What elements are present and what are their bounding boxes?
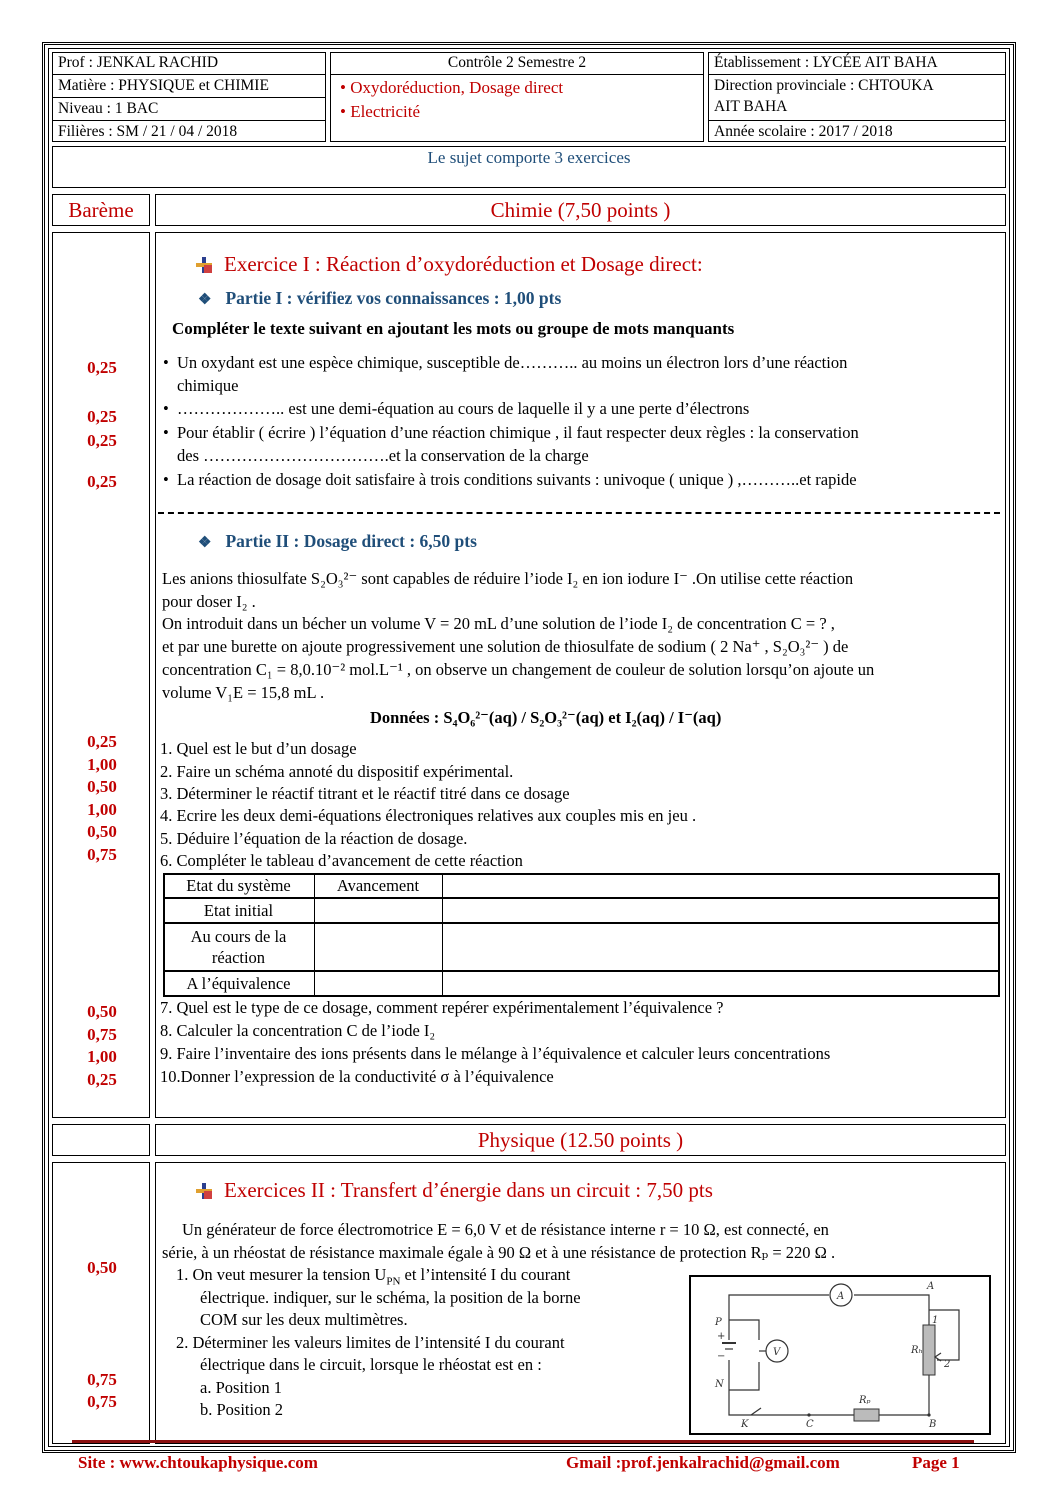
header-matiere: Matière : PHYSIQUE et CHIMIE: [58, 77, 269, 94]
points: 0,50: [87, 822, 117, 841]
paragraph-line: série, à un rhéostat de résistance maximale égale à 90 Ω et à une résistance de protection Rₚ = 220 Ω .: [162, 1243, 836, 1262]
diamond-bullet-icon: ❖: [198, 535, 212, 551]
header-niveau: Niveau : 1 BAC: [58, 100, 159, 117]
question: 2. Déterminer les valeurs limites de l’intensité I du courant: [176, 1333, 565, 1352]
position-2-label: 2: [944, 1359, 951, 1370]
points: 0,25: [87, 407, 117, 426]
paragraph-line: pour doser I₂ .: [162, 592, 256, 611]
points: 1,00: [87, 755, 117, 774]
partie-2-title: ❖ Partie II : Dosage direct : 6,50 pts: [198, 531, 477, 551]
header-topic-2: • Electricité: [340, 102, 421, 121]
donnees-line: Données : S₄O₆²⁻(aq) / S₂O₃²⁻(aq) et I₂(aq) / I⁻(aq): [370, 708, 722, 727]
exercise-2-title: Exercices II : Transfert d’énergie dans un circuit : 7,50 pts: [196, 1177, 713, 1203]
question: 1. Quel est le but d’un dosage: [160, 739, 357, 758]
footer-page-number: Page 1: [912, 1453, 960, 1472]
points: 0,25: [87, 1070, 117, 1089]
minus-terminal-label: −: [717, 1351, 726, 1362]
points: 0,75: [87, 1370, 117, 1389]
points: 0,50: [87, 777, 117, 796]
question-continuation: COM sur les deux multimètres.: [200, 1310, 408, 1329]
question: 9. Faire l’inventaire des ions présents dans le mélange à l’équivalence et calculer leurs concentrations: [160, 1044, 831, 1063]
question: 4. Ecrire les deux demi-équations électroniques relatives aux couples mis en jeu .: [160, 806, 697, 825]
rheostat-symbol: [923, 1325, 935, 1375]
points: 0,25: [87, 472, 117, 491]
points: 0,25: [87, 358, 117, 377]
node-c-label: C: [806, 1419, 814, 1430]
sub-question: b. Position 2: [200, 1400, 283, 1419]
footer-email[interactable]: Gmail :prof.jenkalrachid@gmail.com: [566, 1453, 840, 1472]
header-annee: Année scolaire : 2017 / 2018: [714, 123, 893, 140]
exercise-1-title: Exercice I : Réaction d’oxydoréduction et Dosage direct:: [196, 251, 703, 277]
list-item-continuation: des …………………………….et la conservation de la charge: [177, 446, 589, 465]
voltmeter-label: V: [773, 1347, 781, 1358]
bareme-label: Barème: [68, 198, 134, 222]
question-continuation: électrique. indiquer, sur le schéma, la position de la borne: [200, 1288, 581, 1307]
list-item: • Un oxydant est une espèce chimique, susceptible de……….. au moins un électron lors d’une réaction: [177, 352, 847, 374]
paragraph-line: On introduit dans un bécher un volume V = 20 mL d’une solution de l’iode I₂ de concentration C = ? ,: [162, 614, 835, 633]
table-row-cours-1: Au cours de la: [190, 927, 287, 946]
header-direction-1: Direction provinciale : CHTOUKA: [714, 77, 934, 94]
partie-1-instruction: Compléter le texte suivant en ajoutant les mots ou groupe de mots manquants: [172, 319, 735, 338]
points: 0,75: [87, 1392, 117, 1411]
sub-question: a. Position 1: [200, 1378, 283, 1397]
header-topic-1: • Oxydoréduction, Dosage direct: [340, 78, 564, 97]
node-a-label: A: [927, 1281, 935, 1292]
position-1-label: 1: [932, 1315, 939, 1326]
rp-label: Rₚ: [859, 1395, 871, 1406]
points: 0,50: [87, 1258, 117, 1277]
paragraph-line: Les anions thiosulfate S₂O₃²⁻ sont capables de réduire l’iode I₂ en ion iodure I⁻ .On utilise cette réaction: [162, 569, 854, 588]
points: 1,00: [87, 1047, 117, 1066]
plus-terminal-label: +: [717, 1331, 726, 1342]
question: 1. On veut mesurer la tension $U_{PN}$ et l’intensité I du courant: [176, 1265, 571, 1288]
table-header-avancement: Avancement: [336, 876, 420, 895]
rheostat-label: Rₕ: [911, 1345, 923, 1356]
ammeter-label: A: [837, 1291, 845, 1302]
dashed-separator: [158, 512, 1000, 514]
question-continuation: électrique dans le circuit, lorsque le rhéostat est en :: [200, 1355, 542, 1374]
points: 0,75: [87, 1025, 117, 1044]
question: 6. Compléter le tableau d’avancement de cette réaction: [160, 851, 523, 870]
paragraph-line: Un générateur de force électromotrice E = 6,0 V et de résistance interne r = 10 Ω, est connecté, en: [182, 1220, 829, 1239]
question: 2. Faire un schéma annoté du dispositif expérimental.: [160, 762, 514, 781]
list-item: • Pour établir ( écrire ) l’équation d’une réaction chimique , il faut respecter deux règles : la conservation: [177, 422, 859, 444]
diamond-bullet-icon: ❖: [198, 292, 212, 308]
table-row-initial: Etat initial: [203, 901, 274, 920]
resistor-rp-symbol: [854, 1409, 879, 1421]
list-item-continuation: chimique: [177, 376, 239, 395]
footer-rule: [72, 1440, 974, 1443]
question: 10.Donner l’expression de la conductivité σ à l’équivalence: [160, 1067, 554, 1086]
points: 0,25: [87, 732, 117, 751]
node-k-label: K: [741, 1419, 749, 1430]
header-filieres: Filières : SM / 21 / 04 / 2018: [58, 123, 238, 140]
points: 1,00: [87, 800, 117, 819]
footer-site[interactable]: Site : www.chtoukaphysique.com: [78, 1453, 318, 1472]
partie-1-title: ❖ Partie I : vérifiez vos connaissances : 1,00 pts: [198, 288, 562, 308]
node-n-label: N: [715, 1379, 724, 1390]
points: 0,75: [87, 845, 117, 864]
question: 8. Calculer la concentration C de l’iode I₂: [160, 1021, 436, 1040]
list-item: • ……………….. est une demi-équation au cours de laquelle il y a une perte d’électrons: [177, 398, 749, 420]
table-header-etat: Etat du système: [186, 876, 291, 895]
question: 3. Déterminer le réactif titrant et le réactif titré dans ce dosage: [160, 784, 570, 803]
header-direction-2: AIT BAHA: [714, 98, 788, 115]
node-b-label: B: [929, 1419, 937, 1430]
question: 5. Déduire l’équation de la réaction de dosage.: [160, 829, 468, 848]
paragraph-line: et par une burette on ajoute progressivement une solution de thiosulfate de sodium ( 2 Na⁺ , S₂O₃²⁻ ) de: [162, 637, 849, 656]
header-sujet: Le sujet comporte 3 exercices: [427, 148, 631, 167]
circuit-diagram: [689, 1275, 991, 1435]
physique-bareme-header: [52, 1124, 150, 1156]
node-p-label: P: [715, 1317, 722, 1328]
question: 7. Quel est le type de ce dosage, comment repérer expérimentalement l’équivalence ?: [160, 998, 724, 1017]
paragraph-line: concentration C₁ = 8,0.10⁻² mol.L⁻¹ , on observe un changement de couleur de solution lorsqu’on ajoute un: [162, 660, 875, 679]
header-controle: Contrôle 2 Semestre 2: [447, 54, 587, 71]
points: 0,50: [87, 1002, 117, 1021]
points: 0,25: [87, 431, 117, 450]
table-row-equivalence: A l’équivalence: [186, 974, 291, 993]
physique-title: Physique (12.50 points ): [477, 1128, 684, 1152]
list-item: • La réaction de dosage doit satisfaire à trois conditions suivants : univoque ( unique ) ,………..et rapide: [177, 469, 857, 491]
plus-bullet-icon: [196, 257, 212, 273]
paragraph-line: volume V₁E = 15,8 mL .: [162, 683, 325, 702]
chimie-title: Chimie (7,50 points ): [490, 198, 671, 222]
header-prof: Prof : JENKAL RACHID: [58, 54, 219, 71]
plus-bullet-icon: [196, 1183, 212, 1199]
header-etablissement: Établissement : LYCÉE AIT BAHA: [714, 54, 938, 71]
table-row-cours-2: réaction: [211, 948, 266, 967]
